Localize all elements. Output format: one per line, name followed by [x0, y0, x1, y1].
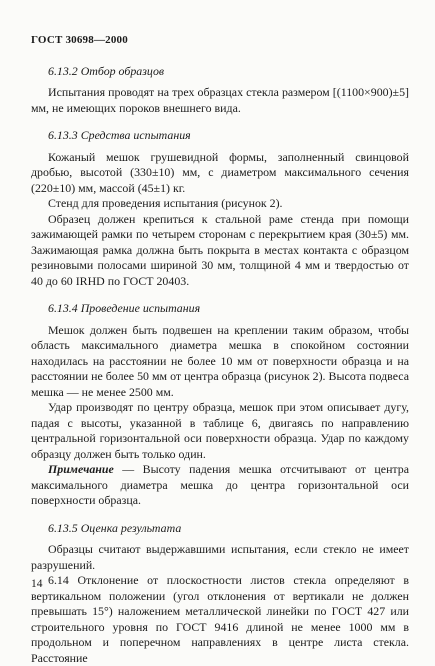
- section-title-procedure: 6.13.4 Проведение испытания: [48, 301, 201, 315]
- section-title-test-means: 6.13.3 Средства испытания: [48, 128, 191, 142]
- note-label: Примечание: [48, 462, 114, 476]
- paragraph-flatness: 6.14 Отклонение от плоскостности листов стекла определяют в вертикальном положении (угол отклонения от вертикали не должен превышать 15°) наложением металлической линейки по ГОСТ 427 или строительного уровня по ГОСТ 9416 длиной не менее 1000 мм в продольном и поперечном направлениях в центре листа стекла. Расстояние: [31, 573, 409, 665]
- standard-header: ГОСТ 30698—2000: [31, 34, 128, 46]
- paragraph-suspension: Мешок должен быть подвешен на креплении таким образом, чтобы область максимального диаметра мешка в спокойном состоянии находилась на расстоянии не более 10 мм от поверхности образца и на расстоянии не более 50 мм от центра образца (рисунок 2). Высота подвеса мешка — не менее 2500 мм.: [31, 322, 409, 399]
- section-title-sampling: 6.13.2 Отбор образцов: [48, 63, 165, 78]
- page-number: 14: [31, 578, 43, 590]
- paragraph-stand: Стенд для проведения испытания (рисунок 2).: [48, 196, 283, 210]
- paragraph-evaluation: Образцы считают выдержавшими испытания, если стекло не имеет разрушений.: [31, 542, 409, 572]
- paragraph-bag: Кожаный мешок грушевидной формы, заполненный свинцовой дробью, высотой (330±10) мм, с диаметром максимального сечения (220±10) мм, массой (45±1) кг.: [31, 149, 409, 195]
- paragraph-sampling: Испытания проводят на трех образцах стекла размером [(1100×900)±5] мм, не имеющих пороков внешнего вида.: [31, 85, 409, 115]
- note: [31, 462, 409, 509]
- paragraph-impact: Удар производят по центру образца, мешок при этом описывает дугу, падая с высоты, указанной в таблице 6, двигаясь по направлению центральной горизонтальной оси поверхности образца. Удар по каждому образцу должен быть только один.: [31, 400, 409, 461]
- section-title-evaluation: 6.13.5 Оценка результата: [48, 520, 182, 535]
- note-text: — Высоту падения мешка отсчитывают от центра максимального диаметра мешка до центра горизонтальной оси поверхности образца.: [31, 462, 409, 507]
- paragraph-frame: Образец должен крепиться к стальной раме стенда при помощи зажимающей рамки по четырем сторонам с перекрытием края (30±5) мм. Зажимающая рамка должна быть покрыта в местах контакта с образцом резиновыми полосами шириной 30 мм, толщиной 4 мм и твердостью от 40 до 60 IRHD по ГОСТ 20403.: [31, 211, 409, 288]
